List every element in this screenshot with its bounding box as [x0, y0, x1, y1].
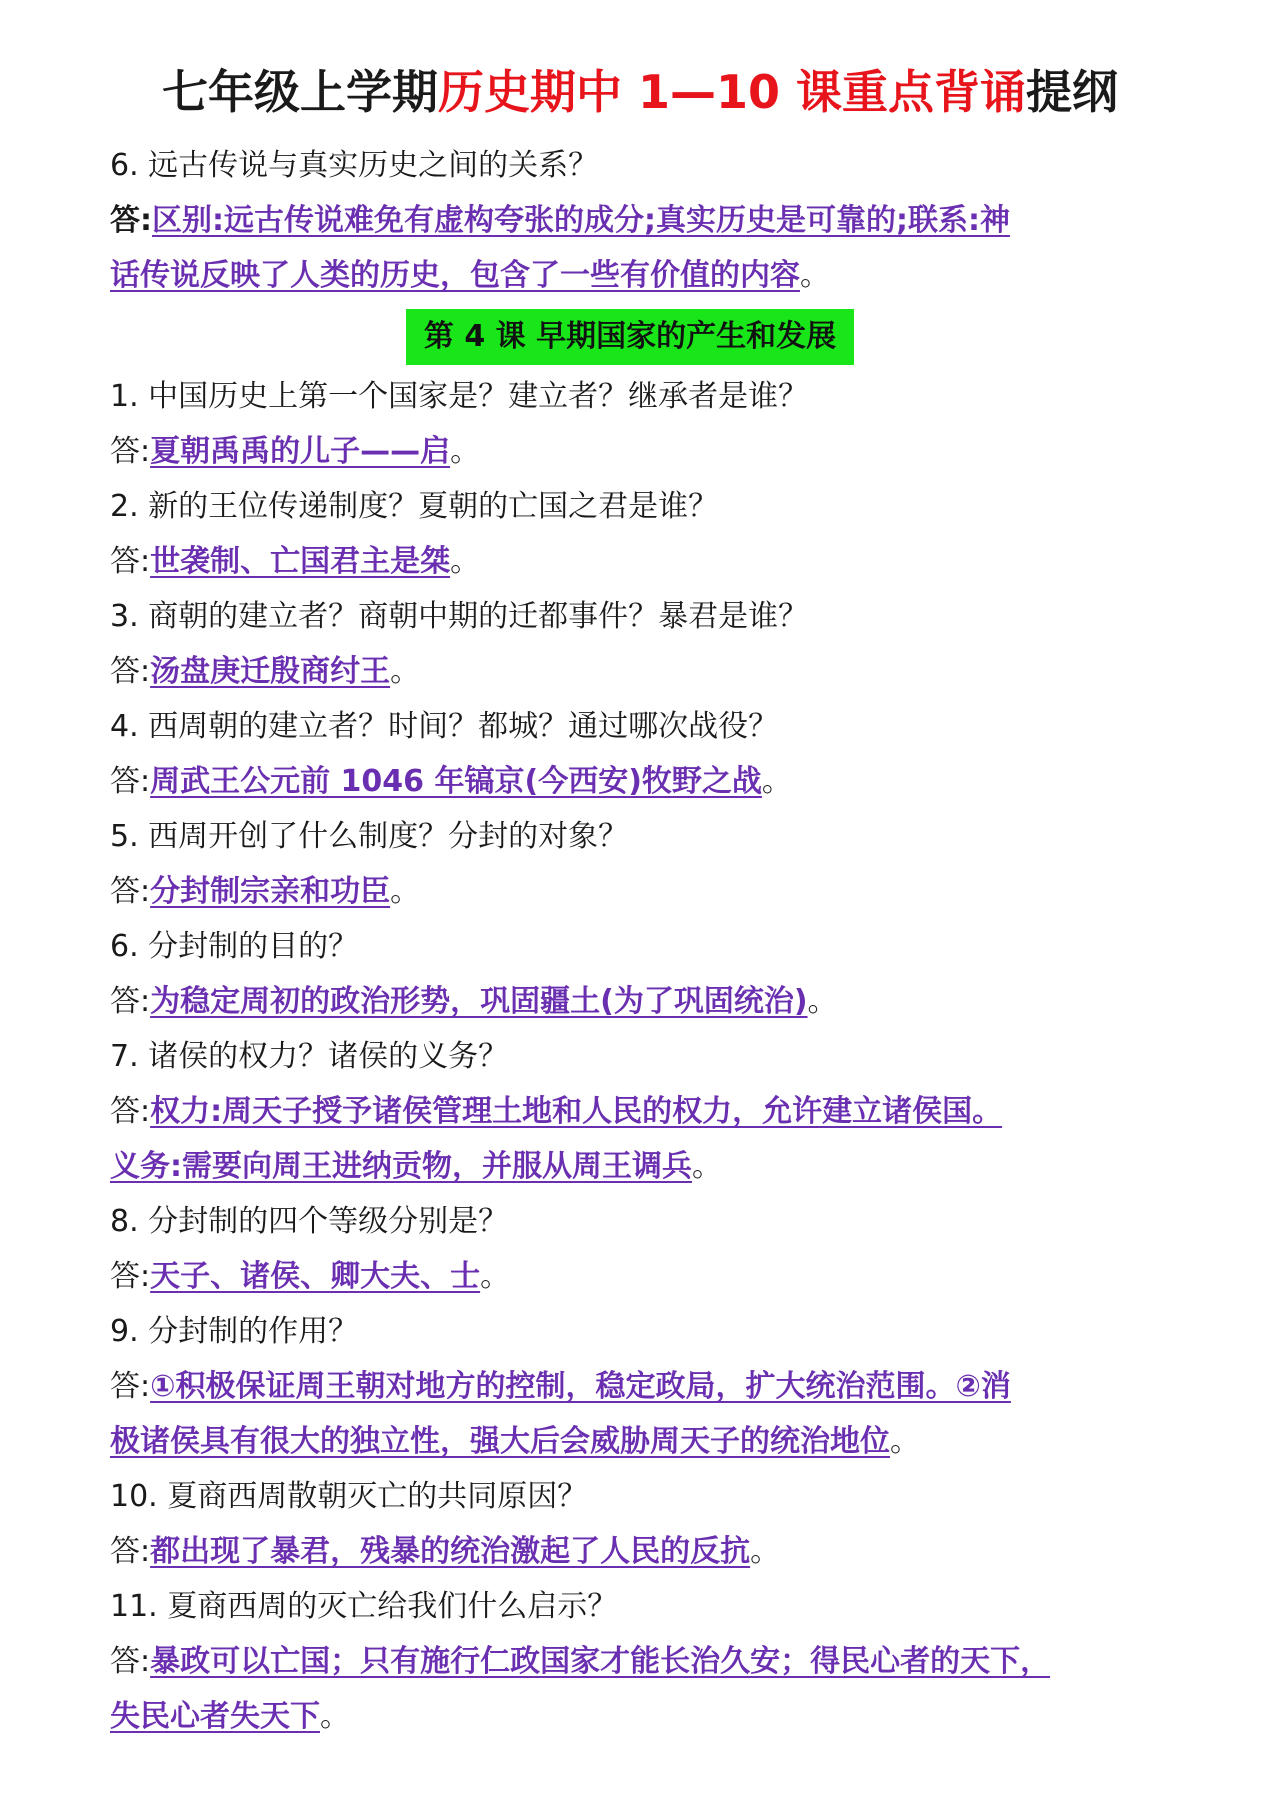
answer-text: 失民心者失天下 — [110, 1699, 320, 1734]
answer-text: 极诸侯具有很大的独立性，强大后会威胁周天子的统治地位 — [110, 1424, 890, 1459]
answer-label: 答: — [110, 203, 152, 238]
answer-label: 答: — [110, 1534, 151, 1569]
answer-text: 汤盘庚迁殷商纣王 — [150, 654, 391, 689]
section-title: 第 4 课 早期国家的产生和发展 — [406, 309, 854, 365]
question-line: 3. 商朝的建立者？商朝中期的迁都事件？暴君是谁？ — [110, 599, 809, 634]
answer-line — [110, 193, 1180, 248]
answer-line — [110, 248, 1180, 303]
answer-line — [110, 1689, 1180, 1744]
answer-label: 答: — [110, 1644, 151, 1679]
answer-line — [110, 534, 1180, 589]
answer-text: 都出现了暴君，残暴的统治激起了人民的反抗 — [150, 1534, 751, 1569]
question-line: 2. 新的王位传递制度？夏朝的亡国之君是谁？ — [110, 489, 719, 524]
answer-line — [110, 1139, 1180, 1194]
answer-line — [110, 644, 1180, 699]
answer-text: 世袭制、亡国君主是桀 — [150, 544, 451, 579]
answer-text: 区别:远古传说难免有虚构夸张的成分;真实历史是可靠的;联系:神 — [152, 203, 1010, 238]
answer-text: 暴政可以亡国；只有施行仁政国家才能长治久安；得民心者的天下， — [150, 1644, 1051, 1679]
answer-text: 权力:周天子授予诸侯管理土地和人民的权力，允许建立诸侯国。 — [150, 1094, 1003, 1129]
answer-period: 。 — [480, 1259, 511, 1294]
question-line: 6. 远古传说与真实历史之间的关系？ — [110, 148, 599, 183]
answer-label: 答: — [110, 874, 151, 909]
title-part-3: 提纲 — [1026, 65, 1119, 119]
answer-period: 。 — [807, 984, 838, 1019]
answer-text: 周武王公元前 1046 年镐京(今西安)牧野之战 — [150, 764, 762, 799]
page-title — [0, 62, 1280, 122]
answer-text: 义务:需要向周王进纳贡物，并服从周王调兵 — [110, 1149, 692, 1184]
answer-line — [110, 864, 1180, 919]
answer-text: ①积极保证周王朝对地方的控制，稳定政局，扩大统治范围。②消 — [150, 1369, 1011, 1404]
answer-label: 答: — [110, 434, 151, 469]
answer-line — [110, 1414, 1180, 1469]
answer-period: 。 — [750, 1534, 781, 1569]
qa-list — [110, 369, 1180, 1744]
title-part-1: 七年级上学期 — [161, 65, 438, 119]
answer-label: 答: — [110, 764, 151, 799]
answer-period: 。 — [800, 258, 830, 293]
answer-line — [110, 974, 1180, 1029]
question-line: 4. 西周朝的建立者？时间？都城？通过哪次战役？ — [110, 709, 779, 744]
answer-period: 。 — [390, 874, 421, 909]
answer-line — [110, 1249, 1180, 1304]
answer-text: 分封制宗亲和功臣 — [150, 874, 391, 909]
answer-period: 。 — [450, 434, 481, 469]
answer-text: 夏朝禹禹的儿子——启 — [150, 434, 451, 469]
answer-line — [110, 1524, 1180, 1579]
answer-line — [110, 1359, 1180, 1414]
section-header — [110, 303, 1180, 369]
question-line: 10. 夏商西周散朝灭亡的共同原因？ — [110, 1479, 588, 1514]
title-part-2: 历史期中 1—10 课重点背诵 — [437, 65, 1027, 119]
answer-label: 答: — [110, 654, 151, 689]
answer-label: 答: — [110, 984, 151, 1019]
answer-period: 。 — [692, 1149, 722, 1184]
answer-text: 天子、诸侯、卿大夫、士 — [150, 1259, 481, 1294]
answer-line — [110, 754, 1180, 809]
question-line: 11. 夏商西周的灭亡给我们什么启示？ — [110, 1589, 618, 1624]
answer-line — [110, 1084, 1180, 1139]
answer-label: 答: — [110, 544, 151, 579]
answer-period: 。 — [390, 654, 421, 689]
question-line: 8. 分封制的四个等级分别是？ — [110, 1204, 509, 1239]
content — [110, 138, 1180, 1744]
question-line: 6. 分封制的目的？ — [110, 929, 359, 964]
answer-label: 答: — [110, 1259, 151, 1294]
answer-line — [110, 1634, 1180, 1689]
answer-text: 为稳定周初的政治形势，巩固疆土(为了巩固统治) — [150, 984, 808, 1019]
answer-period: 。 — [450, 544, 481, 579]
answer-label: 答: — [110, 1369, 151, 1404]
answer-period: 。 — [890, 1424, 920, 1459]
question-line: 1. 中国历史上第一个国家是？建立者？继承者是谁？ — [110, 379, 809, 414]
answer-label: 答: — [110, 1094, 151, 1129]
answer-text: 话传说反映了人类的历史，包含了一些有价值的内容 — [110, 258, 800, 293]
question-line: 5. 西周开创了什么制度？分封的对象？ — [110, 819, 629, 854]
answer-period: 。 — [761, 764, 792, 799]
question-line: 7. 诸侯的权力？诸侯的义务？ — [110, 1039, 509, 1074]
answer-period: 。 — [320, 1699, 350, 1734]
answer-line — [110, 424, 1180, 479]
question-line: 9. 分封制的作用？ — [110, 1314, 359, 1349]
